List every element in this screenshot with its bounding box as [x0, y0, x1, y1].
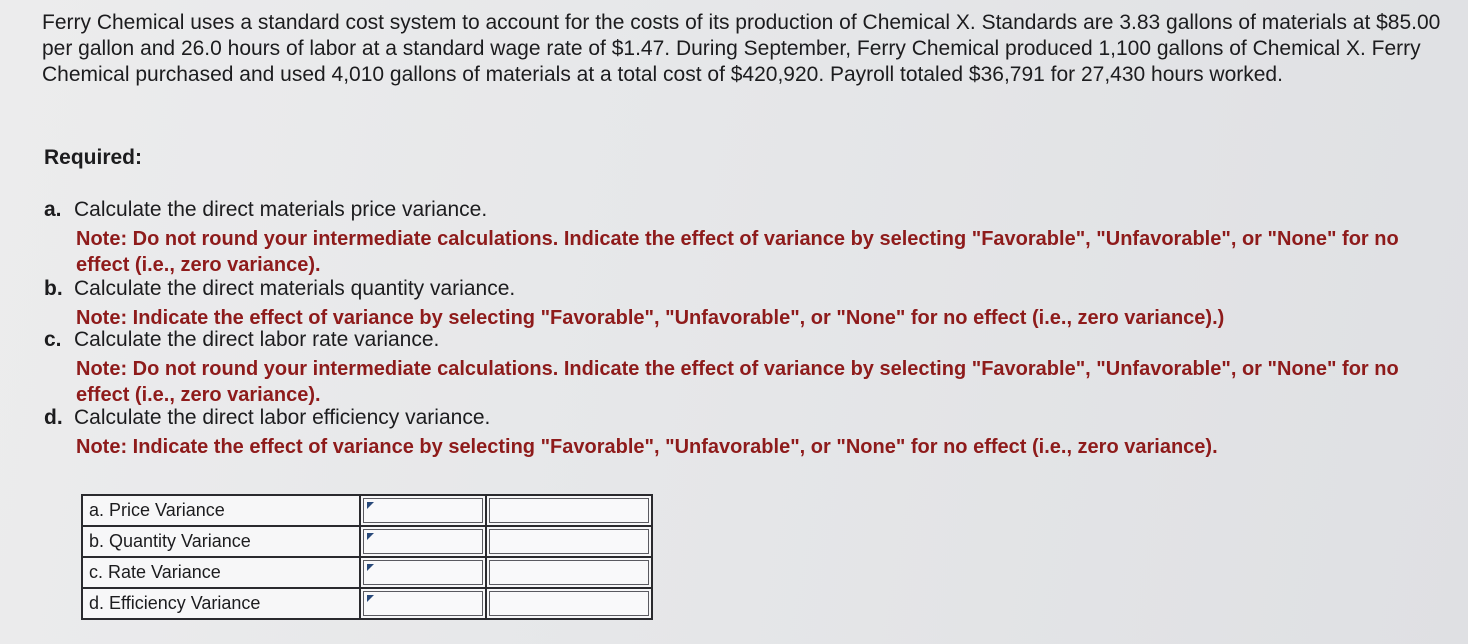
dropdown-box[interactable]	[363, 498, 483, 523]
dropdown-marker-icon	[367, 564, 374, 571]
input-box[interactable]	[489, 560, 649, 585]
amount-input[interactable]	[486, 495, 652, 526]
item-c	[44, 327, 439, 353]
amount-input[interactable]	[486, 588, 652, 619]
table-row	[82, 557, 652, 588]
input-box[interactable]	[489, 591, 649, 616]
item-letter: a.	[44, 198, 62, 221]
table-row	[82, 495, 652, 526]
item-c-note: Note: Do not round your intermediate calculations. Indicate the effect of variance by selecting "Favorable", "Unfavorable", or "None" for no effect (i.e., zero variance).	[76, 358, 1399, 406]
item-text: Calculate the direct labor rate variance.	[74, 328, 440, 351]
input-box[interactable]	[489, 529, 649, 554]
problem-statement: Ferry Chemical uses a standard cost system to account for the costs of its production of Chemical X. Standards are 3.83 gallons of materials at $85.00 per gallon and 26.0 hours of labor at a standard wage rate of $1.47. During September, Ferry Chemical produced 1,100 gallons of Chemical X. Ferry Chemical purchased and used 4,010 gallons of materials at a total cost of $420,920. Payroll totaled $36,791 for 27,430 hours worked.	[42, 11, 1441, 86]
item-text: Calculate the direct materials quantity variance.	[74, 277, 516, 300]
row-label: b. Quantity Variance	[82, 526, 360, 557]
item-letter: c.	[44, 328, 62, 351]
effect-dropdown[interactable]	[360, 526, 486, 557]
row-label: d. Efficiency Variance	[82, 588, 360, 619]
item-letter: b.	[44, 277, 63, 300]
input-box[interactable]	[489, 498, 649, 523]
item-b	[44, 276, 515, 302]
effect-dropdown[interactable]	[360, 588, 486, 619]
item-text: Calculate the direct materials price variance.	[74, 198, 488, 221]
item-b-note: Note: Indicate the effect of variance by selecting "Favorable", "Unfavorable", or "None" for no effect (i.e., zero variance).)	[76, 307, 1225, 329]
effect-dropdown[interactable]	[360, 495, 486, 526]
item-d	[44, 405, 490, 431]
item-a	[44, 197, 487, 223]
table-row	[82, 588, 652, 619]
item-letter: d.	[44, 406, 63, 429]
effect-dropdown[interactable]	[360, 557, 486, 588]
dropdown-marker-icon	[367, 502, 374, 509]
dropdown-box[interactable]	[363, 560, 483, 585]
amount-input[interactable]	[486, 557, 652, 588]
item-a-note: Note: Do not round your intermediate calculations. Indicate the effect of variance by selecting "Favorable", "Unfavorable", or "None" for no effect (i.e., zero variance).	[76, 228, 1399, 276]
dropdown-marker-icon	[367, 595, 374, 602]
dropdown-marker-icon	[367, 533, 374, 540]
dropdown-box[interactable]	[363, 591, 483, 616]
item-text: Calculate the direct labor efficiency variance.	[74, 406, 491, 429]
item-d-note: Note: Indicate the effect of variance by selecting "Favorable", "Unfavorable", or "None" for no effect (i.e., zero variance).	[76, 436, 1218, 458]
table-row	[82, 526, 652, 557]
row-label: a. Price Variance	[82, 495, 360, 526]
amount-input[interactable]	[486, 526, 652, 557]
row-label: c. Rate Variance	[82, 557, 360, 588]
required-heading: Required:	[44, 146, 143, 169]
answer-table	[81, 494, 653, 620]
dropdown-box[interactable]	[363, 529, 483, 554]
